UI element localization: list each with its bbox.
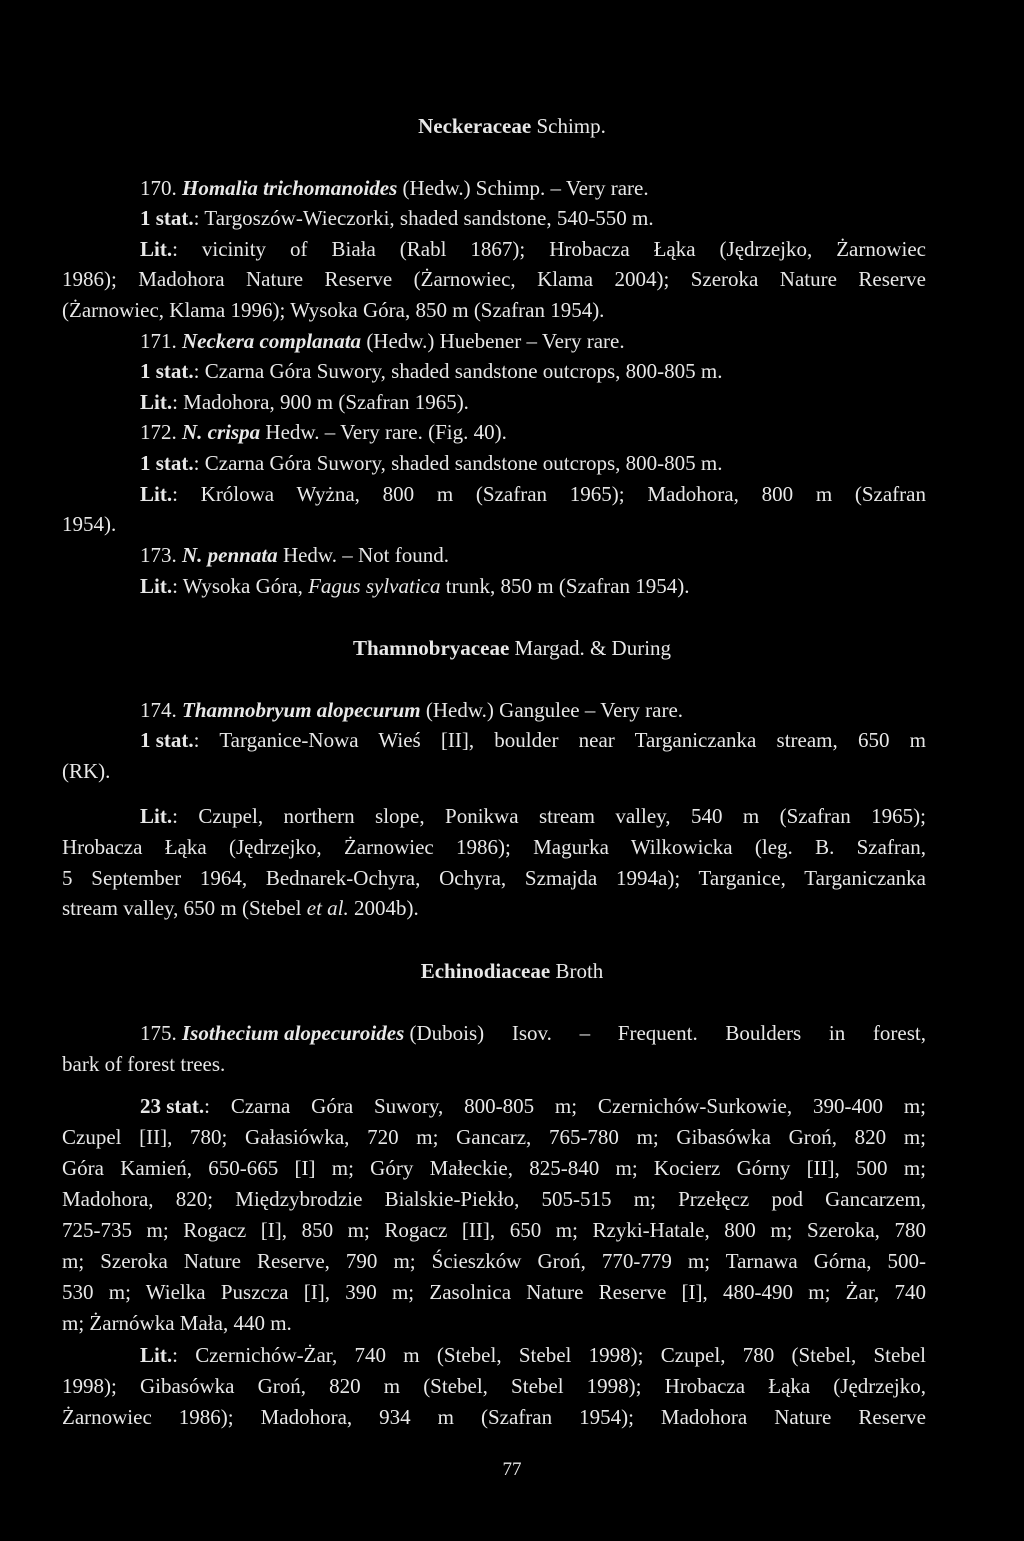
genus-abbreviation: N.: [182, 420, 203, 444]
page-number: 77: [502, 1459, 522, 1480]
lit-text: Żarnowiec 1986); Madohora, 934 m (Szafran 1954); Madohora Nature Reserve: [62, 1405, 926, 1429]
lit-text: 1998); Gibasówka Groń, 820 m (Stebel, Stebel 1998); Hrobacza Łąka (Jędrzejko,: [62, 1374, 926, 1398]
taxon-author: Hedw. – Not found.: [282, 543, 449, 567]
taxon-name: Homalia trichomanoides: [182, 176, 398, 200]
stat-text: : Czarna Góra Suwory, shaded sandstone outcrops, 800-805 m.: [193, 451, 723, 475]
lit-text: : Czupel, northern slope, Ponikwa stream valley, 540 m (Szafran 1965);: [172, 804, 926, 828]
taxon-author: (Hedw.) Schimp. – Very rare.: [402, 176, 649, 200]
lit-text: 1986); Madohora Nature Reserve (Żarnowiec, Klama 2004); Szeroka Nature Reserve: [62, 267, 926, 291]
stat-text: : Czarna Góra Suwory, shaded sandstone outcrops, 800-805 m.: [193, 359, 723, 383]
lit-text: : Czernichów-Żar, 740 m (Stebel, Stebel 1998); Czupel, 780 (Stebel, Stebel: [172, 1343, 926, 1367]
lit-text: trunk, 850 m (Szafran 1954).: [440, 574, 690, 598]
species-entry-173: [140, 542, 449, 569]
stat-label: 1 stat.: [140, 359, 194, 383]
entry-number: 170.: [140, 176, 177, 200]
lit-text: Hrobacza Łąka (Jędrzejko, Żarnowiec 1986); Magurka Wilkowicka (leg. B. Szafran,: [62, 835, 926, 859]
lit-text: 2004b).: [348, 896, 419, 920]
entry-number: 172.: [140, 420, 177, 444]
genus-abbreviation: N.: [182, 543, 203, 567]
taxon-author: (Hedw.) Gangulee – Very rare.: [425, 698, 684, 722]
lit-label: Lit.: [140, 804, 173, 828]
stat-text: m; Szeroka Nature Reserve, 790 m; Ścieszków Groń, 770-779 m; Tarnawa Górna, 500-: [62, 1249, 926, 1273]
lit-line: [140, 389, 469, 416]
stat-line: [140, 1093, 926, 1120]
taxon-name: Isothecium alopecuroides: [182, 1021, 405, 1045]
stat-text: m; Żarnówka Mała, 440 m.: [62, 1311, 292, 1335]
species-epithet: crispa: [207, 420, 261, 444]
lit-line: [140, 803, 926, 830]
lit-line: [140, 236, 926, 263]
entry-number: 173.: [140, 543, 177, 567]
lit-italic-text: et al.: [306, 896, 349, 920]
entry-number: 174.: [140, 698, 177, 722]
species-epithet: pennata: [207, 543, 278, 567]
stat-label: 23 stat.: [140, 1094, 205, 1118]
stat-text: Madohora, 820; Międzybrodzie Bialskie-Piekło, 505-515 m; Przełęcz pod Gancarzem,: [62, 1187, 926, 1211]
stat-line: [140, 450, 722, 477]
species-entry-175: [140, 1020, 926, 1047]
lit-text: : Madohora, 900 m (Szafran 1965).: [172, 390, 469, 414]
species-entry-171: [140, 328, 625, 355]
stat-text: Góra Kamień, 650-665 [I] m; Góry Małeckie, 825-840 m; Kocierz Górny [II], 500 m;: [62, 1156, 926, 1180]
lit-label: Lit.: [140, 574, 173, 598]
stat-text: : Czarna Góra Suwory, 800-805 m; Czernichów-Surkowie, 390-400 m;: [204, 1094, 926, 1118]
stat-text: Czupel [II], 780; Gałasiówka, 720 m; Gancarz, 765-780 m; Gibasówka Groń, 820 m;: [62, 1125, 926, 1149]
stat-text: : Targanice-Nowa Wieś [II], boulder near Targaniczanka stream, 650 m: [193, 728, 926, 752]
lit-text: : Królowa Wyżna, 800 m (Szafran 1965); Madohora, 800 m (Szafran: [172, 482, 926, 506]
entry-number: 175.: [140, 1021, 177, 1045]
family-author: Margad. & During: [514, 636, 672, 660]
stat-label: 1 stat.: [140, 451, 194, 475]
lit-text: 5 September 1964, Bednarek-Ochyra, Ochyra, Szmajda 1994a); Targanice, Targaniczanka: [62, 866, 926, 890]
stat-text: 725-735 m; Rogacz [I], 850 m; Rogacz [II], 650 m; Rzyki-Hatale, 800 m; Szeroka, 780: [62, 1218, 926, 1242]
lit-italic-text: Fagus sylvatica: [308, 574, 441, 598]
lit-text: : Wysoka Góra,: [172, 574, 309, 598]
lit-label: Lit.: [140, 1343, 173, 1367]
taxon-author: Hedw. – Very rare. (Fig. 40).: [265, 420, 507, 444]
taxon-author: (Hedw.) Huebener – Very rare.: [366, 329, 625, 353]
taxon-name: Neckera complanata: [182, 329, 362, 353]
lit-text: 1954).: [62, 512, 117, 536]
lit-label: Lit.: [140, 390, 173, 414]
lit-line: [140, 1342, 926, 1369]
lit-label: Lit.: [140, 237, 173, 261]
stat-line: [140, 358, 722, 385]
family-author: Schimp.: [536, 114, 606, 138]
lit-line: [140, 481, 926, 508]
habitat-text: bark of forest trees.: [62, 1052, 226, 1076]
taxon-name: Thamnobryum alopecurum: [182, 698, 421, 722]
lit-text: stream valley, 650 m (Stebel: [62, 896, 307, 920]
stat-text: (RK).: [62, 759, 111, 783]
lit-text: : vicinity of Biała (Rabl 1867); Hrobacza Łąka (Jędrzejko, Żarnowiec: [172, 237, 926, 261]
stat-line: [140, 727, 926, 754]
lit-line: [140, 573, 690, 600]
species-entry-170: [140, 175, 649, 202]
stat-label: 1 stat.: [140, 728, 194, 752]
family-heading-thamnobryaceae: [0, 635, 1024, 662]
family-name: Neckeraceae: [418, 114, 532, 138]
family-heading-echinodiaceae: [0, 958, 1024, 985]
family-author: Broth: [555, 959, 604, 983]
family-heading-neckeraceae: [0, 113, 1024, 140]
family-name: Thamnobryaceae: [352, 636, 510, 660]
stat-text: 530 m; Wielka Puszcza [I], 390 m; Zasolnica Nature Reserve [I], 480-490 m; Żar, 740: [62, 1280, 926, 1304]
stat-line: [140, 205, 654, 232]
stat-label: 1 stat.: [140, 206, 194, 230]
species-entry-174: [140, 697, 683, 724]
species-entry-172: [140, 419, 507, 446]
family-name: Echinodiaceae: [420, 959, 551, 983]
taxon-author: (Dubois) Isov. – Frequent. Boulders in forest,: [409, 1021, 926, 1045]
lit-text: (Żarnowiec, Klama 1996); Wysoka Góra, 850 m (Szafran 1954).: [62, 298, 605, 322]
lit-label: Lit.: [140, 482, 173, 506]
stat-text: : Targoszów-Wieczorki, shaded sandstone, 540-550 m.: [193, 206, 654, 230]
entry-number: 171.: [140, 329, 177, 353]
lit-text: [62, 895, 419, 922]
